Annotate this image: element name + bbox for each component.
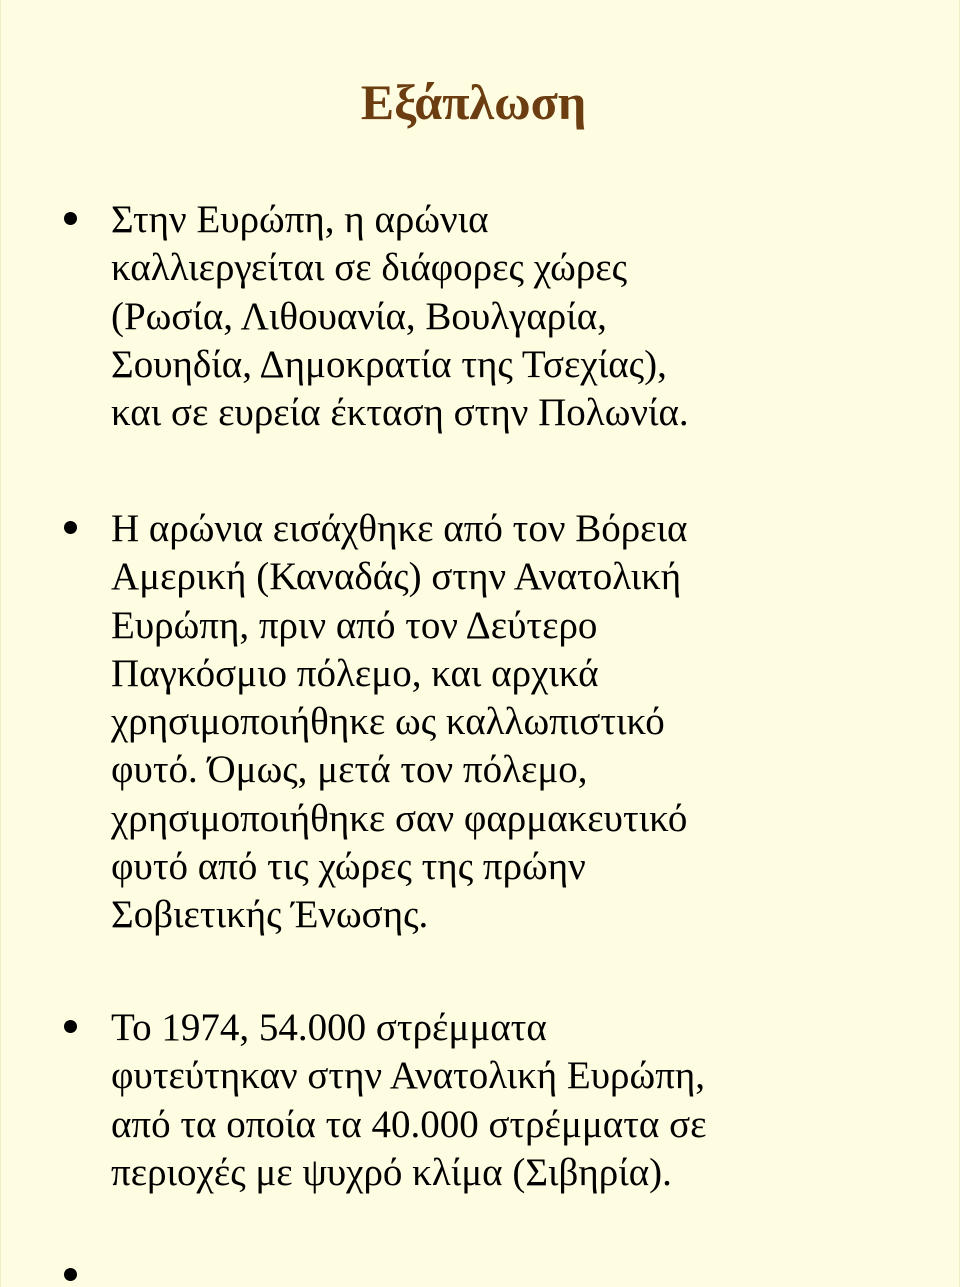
bullet-line: Σοβιετικής Ένωσης.	[111, 893, 429, 937]
bullet-line: Σουηδία, Δημοκρατία της Τσεχίας),	[111, 342, 667, 386]
bullet-line: Ευρώπη, πριν από τον Δεύτερο	[111, 603, 598, 647]
bullet-text	[111, 505, 941, 940]
bullet-line: Παγκόσμιο πόλεμο, και αρχικά	[111, 651, 599, 695]
bullet-text	[111, 1004, 941, 1197]
bullet-line: και σε ευρεία έκταση στην Πολωνία.	[111, 391, 689, 435]
bullet-line: Η αρώνια εισάχθηκε από τον Βόρεια	[111, 507, 688, 550]
bullet-line: χρησιμοποιήθηκε σαν φαρμακευτικό	[111, 796, 688, 840]
bullet-line: φυτό από τις χώρες της πρώην	[111, 845, 586, 889]
bullet-line: Στην Ευρώπη, η αρώνια	[111, 198, 489, 241]
bullet-dot-icon	[64, 1268, 77, 1281]
slide-title: Εξάπλωση	[360, 74, 587, 130]
bullet-line: περιοχές με ψυχρό κλίμα (Σιβηρία).	[111, 1150, 672, 1194]
bullet-line: Αμερική (Καναδάς) στην Ανατολική	[111, 555, 682, 599]
bullet-line: από τα οποία τα 40.000 στρέμματα σε	[111, 1102, 707, 1146]
bullet-line: (Ρωσία, Λιθουανία, Βουλγαρία,	[111, 294, 607, 338]
bullet-line: φυτό. Όμως, μετά τον πόλεμο,	[111, 748, 588, 792]
bullet-line: Το 1974, 54.000 στρέμματα	[111, 1006, 547, 1049]
bullet-line: φυτεύτηκαν στην Ανατολική Ευρώπη,	[111, 1054, 706, 1098]
bullet-text	[111, 196, 941, 437]
bullet-line: καλλιεργείται σε διάφορες χώρες	[111, 246, 628, 290]
bullet-dot-icon	[64, 1020, 77, 1033]
bullet-line: χρησιμοποιήθηκε ως καλλωπιστικό	[111, 700, 665, 744]
bullet-dot-icon	[64, 212, 77, 225]
bullet-dot-icon	[64, 521, 77, 534]
